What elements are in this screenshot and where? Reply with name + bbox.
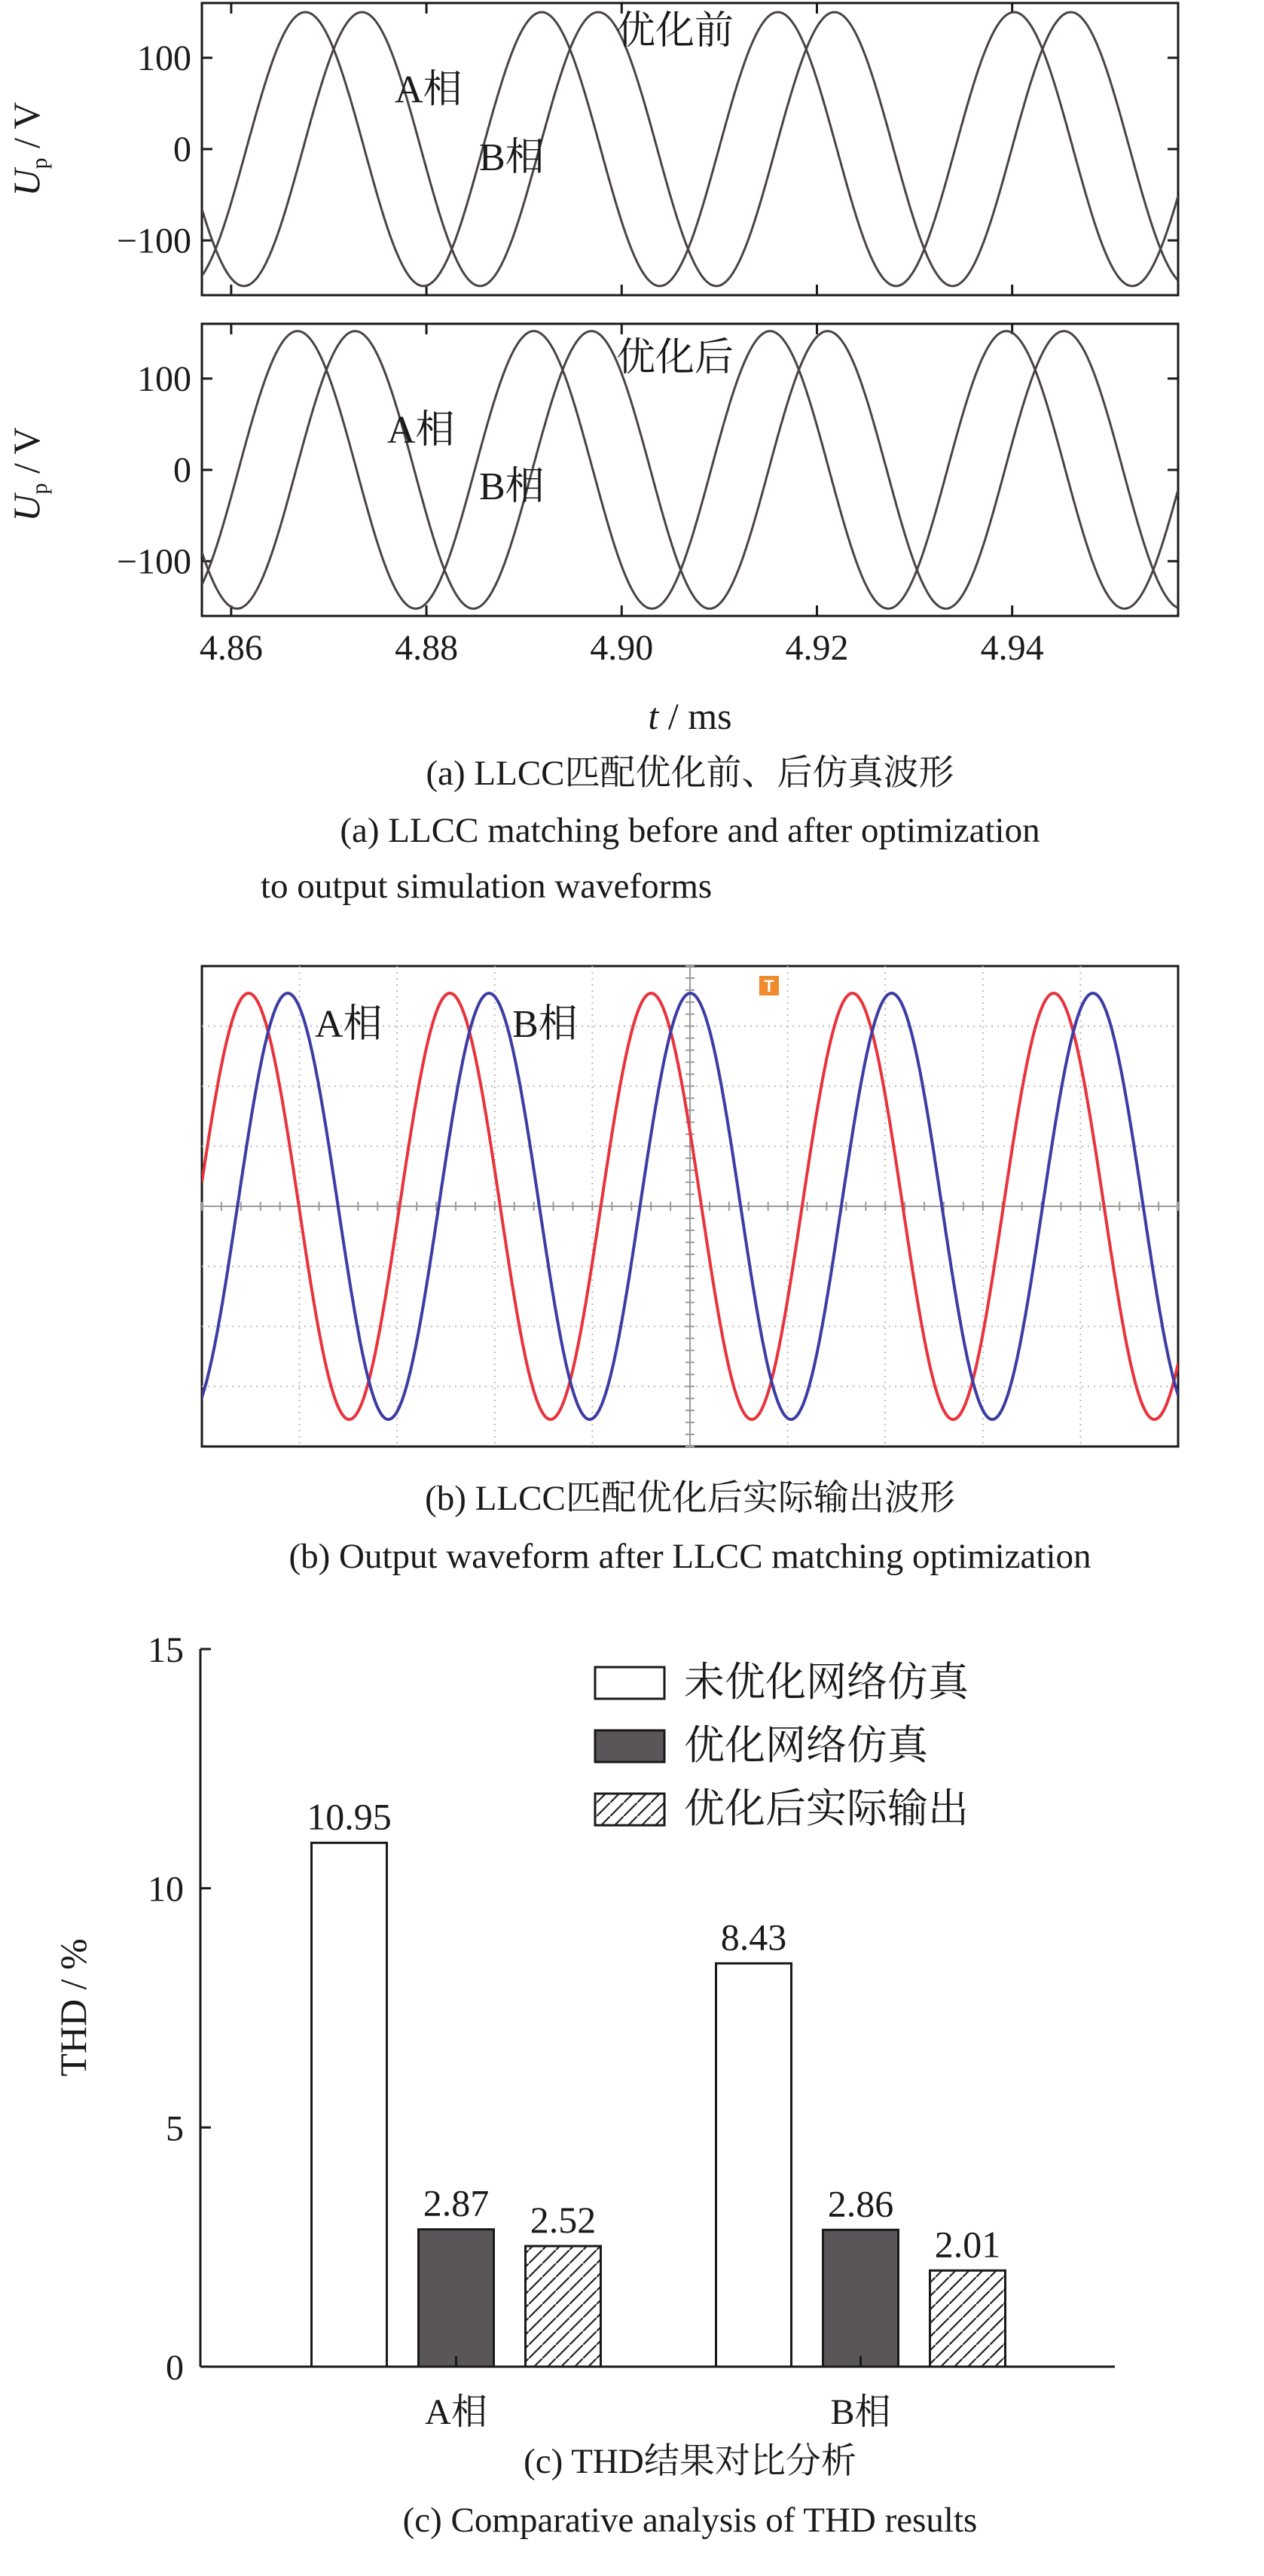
panel-a-caption-en-line2: to output simulation waveforms [261,867,713,906]
legend-swatch [595,1794,664,1825]
panel-a-bottom-phase-b-label: B相 [479,465,545,508]
ytick-label: −100 [116,541,191,582]
panel-a-bottom-phase-a-label: A相 [387,409,455,452]
bar-value-label: 2.01 [934,2223,1001,2266]
panel-b-phase-b-label: B相 [512,1003,578,1046]
ytick-label: 100 [137,38,191,78]
bar [312,1843,387,2367]
ytick-label: 0 [173,450,191,490]
bar-value-label: 10.95 [307,1795,392,1838]
svg-text:T: T [764,977,774,995]
panel-b-phase-a-label: A相 [315,1003,383,1046]
ytick-label: 0 [173,130,191,169]
bar-value-label: 2.52 [530,2198,597,2241]
panel-a-caption-en-line1: (a) LLCC matching before and after optimization [340,811,1040,850]
panel-a-top-plot [117,3,1178,295]
panel-c-caption-cn: (c) THD结果对比分析 [524,2442,856,2481]
panel-c-caption-en: (c) Comparative analysis of THD results [402,2501,978,2540]
panel-b-caption-cn: (b) LLCC匹配优化后实际输出波形 [425,1479,955,1518]
xtick-label: 4.86 [199,628,263,668]
xtick-label: B相 [830,2392,891,2432]
legend-label: 未优化网络仿真 [684,1660,969,1705]
panel-a-top-phase-b-label: B相 [479,136,545,179]
xtick-label: 4.88 [395,628,459,668]
bar [526,2246,601,2367]
ytick-label: 0 [166,2348,184,2388]
panel-a-top-ylabel: $U_p$ / V [5,102,52,197]
ytick-label: −100 [116,221,191,261]
legend-swatch [595,1667,664,1699]
legend-swatch [595,1730,664,1762]
bar [716,1963,792,2367]
panel-a-top-state-label: 优化前 [616,10,734,53]
panel-b-trigger-marker [759,976,779,995]
panel-a-xlabel: t / ms [648,695,732,737]
panel-a-bottom-plot [117,324,1178,668]
xtick-label: A相 [425,2392,487,2432]
bar-value-label: 2.87 [423,2181,490,2224]
legend-label: 优化网络仿真 [684,1723,928,1768]
ytick-label: 5 [166,2108,184,2149]
legend-label: 优化后实际输出 [684,1786,969,1831]
ytick-label: 15 [148,1630,184,1670]
panel-a-top-phase-a-label: A相 [395,69,463,111]
bar [930,2270,1006,2367]
ytick-label: 10 [148,1869,184,1910]
panel-b-caption-en: (b) Output waveform after LLCC matching optimization [289,1537,1091,1576]
panel-c-legend [595,1660,970,1831]
bar-value-label: 8.43 [720,1916,787,1959]
xtick-label: 4.94 [980,628,1044,668]
panel-a [5,3,1178,906]
panel-a-bottom-state-label: 优化后 [616,337,734,380]
bar [823,2230,899,2367]
panel-c-ylabel: THD / % [52,1938,94,2077]
panel-a-bottom-ylabel: $U_p$ / V [5,427,52,522]
xtick-label: 4.90 [590,628,654,668]
ytick-label: 100 [137,358,191,399]
bar-value-label: 2.86 [827,2182,894,2225]
bar [419,2230,494,2367]
panel-c [52,1630,1115,2540]
panel-b [202,966,1178,1576]
xtick-label: 4.92 [785,628,849,668]
panel-a-caption-cn: (a) LLCC匹配优化前、后仿真波形 [426,754,954,793]
